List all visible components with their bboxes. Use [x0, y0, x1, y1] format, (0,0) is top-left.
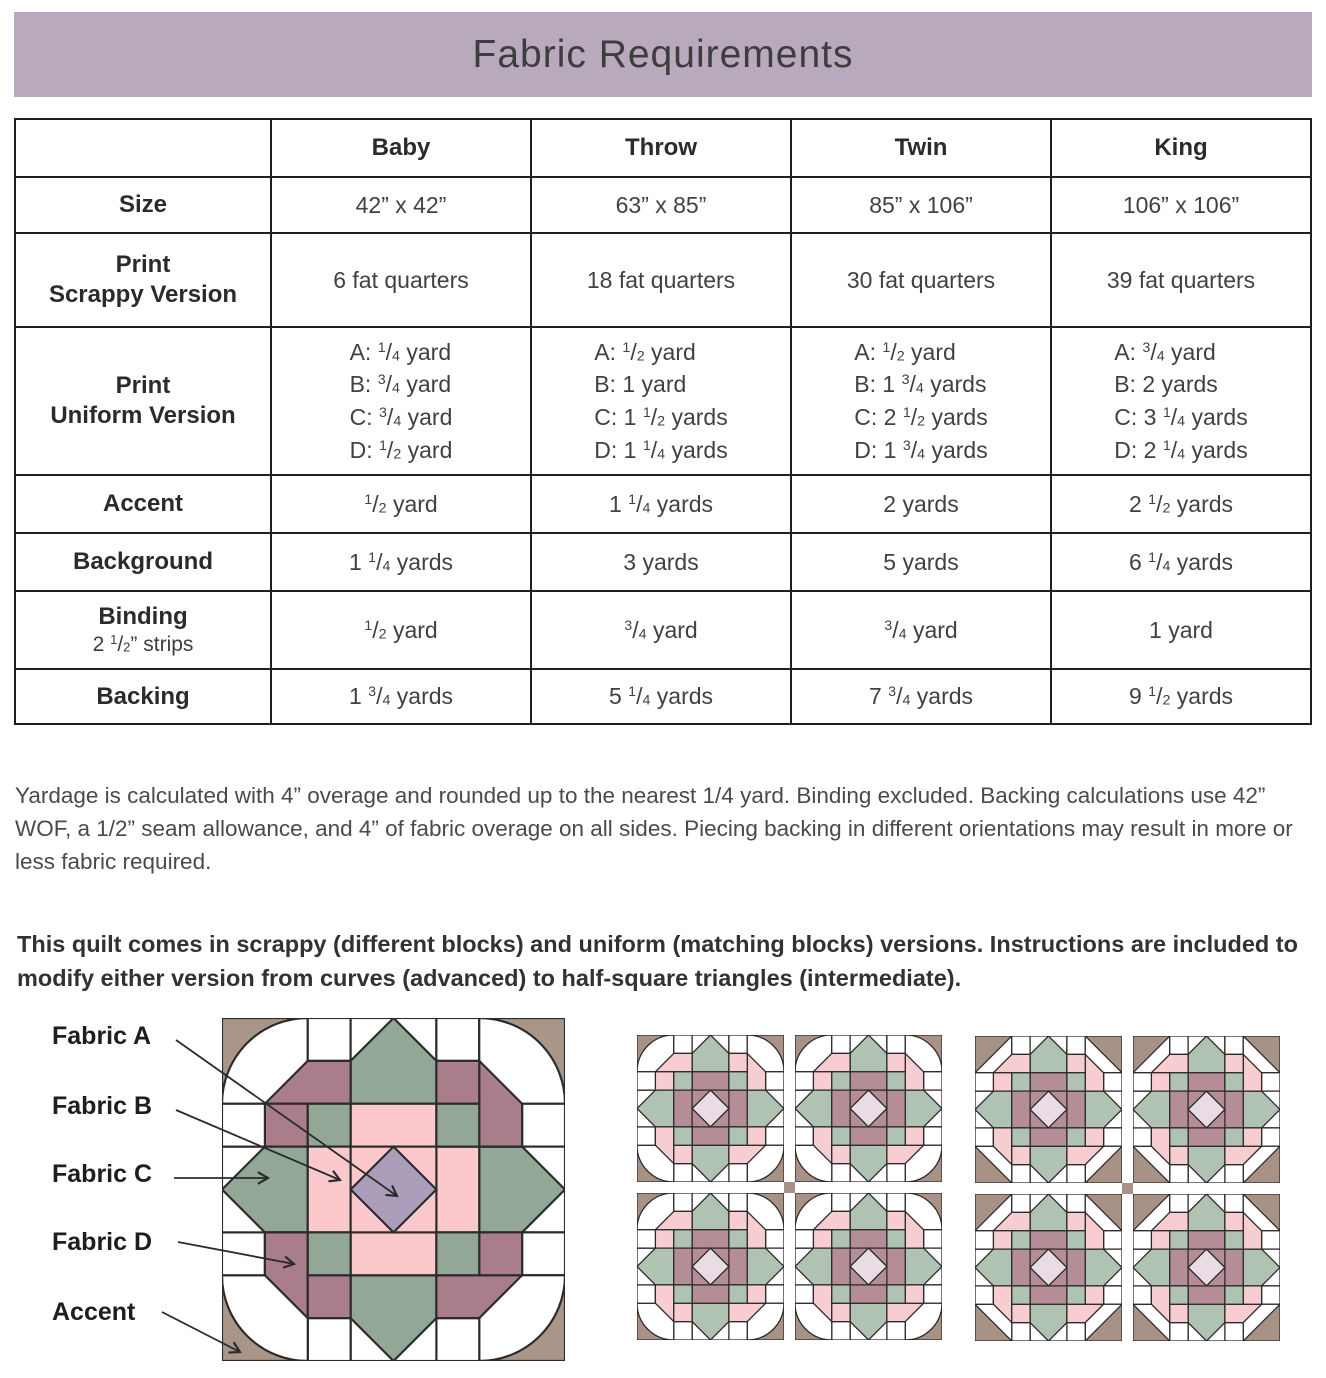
- table-row: [15, 533, 1311, 591]
- table-row: [15, 327, 1311, 475]
- value-cell: A: $^1/_2$ yard B: 1 $^3/_4$ yards C: 2 $^1/_2$ yards D: 1 $^3/_4$ yards: [791, 327, 1051, 475]
- quilt-block: [975, 1036, 1122, 1183]
- table-row: [15, 591, 1311, 669]
- value-cell: 39 fat quarters: [1051, 233, 1311, 327]
- value-cell: $^1/_2$ yard: [271, 591, 531, 669]
- fabric-requirements-table: [14, 118, 1312, 725]
- value-cell: A: $^1/_4$ yard B: $^3/_4$ yard C: $^3/_4$ yard D: $^1/_2$ yard: [271, 327, 531, 475]
- row-label-cell: Size: [15, 177, 271, 233]
- quilt-block: [1133, 1036, 1280, 1183]
- value-cell: 1 $^3/_4$ yards: [271, 669, 531, 724]
- value-cell: 9 $^1/_2$ yards: [1051, 669, 1311, 724]
- table-row: [15, 475, 1311, 533]
- labeled-quilt-block: [222, 1018, 565, 1361]
- quilt-block: [637, 1193, 784, 1340]
- yardage-footnote: Yardage is calculated with 4” overage and rounded up to the nearest 1/4 yard. Binding excluded. Backing calculations use 42” WOF, a 1/2” seam allowance, and 4” of fabric overage on all sides. Piecing backing in different orientations may result in more or less fabric required.: [15, 782, 1293, 875]
- row-label-cell: Backing: [15, 669, 271, 724]
- value-cell: 7 $^3/_4$ yards: [791, 669, 1051, 724]
- label-fabric-b: Fabric B: [52, 1092, 153, 1120]
- four-block-layout-hst: [975, 1036, 1280, 1341]
- column-header: Twin: [791, 119, 1051, 177]
- value-cell: 85” x 106”: [791, 177, 1051, 233]
- value-cell: $^3/_4$ yard: [791, 591, 1051, 669]
- quilt-block-mini: [1133, 1036, 1280, 1183]
- title-bar: [14, 12, 1312, 97]
- quilt-block: [222, 1018, 565, 1361]
- block-diagram: [0, 1000, 1326, 1378]
- row-label-cell: Accent: [15, 475, 271, 533]
- label-fabric-c: Fabric C: [52, 1160, 153, 1188]
- quilt-block: [795, 1193, 942, 1340]
- column-header: Throw: [531, 119, 791, 177]
- value-cell: 5 yards: [791, 533, 1051, 591]
- value-cell: 1 yard: [1051, 591, 1311, 669]
- value-cell: 63” x 85”: [531, 177, 791, 233]
- label-fabric-a: Fabric A: [52, 1022, 152, 1050]
- label-fabric-d: Fabric D: [52, 1228, 153, 1256]
- value-cell: 1 $^1/_4$ yards: [271, 533, 531, 591]
- value-cell: 3 yards: [531, 533, 791, 591]
- row-label-cell: Print Scrappy Version: [15, 233, 271, 327]
- value-cell: $^1/_2$ yard: [271, 475, 531, 533]
- column-header: King: [1051, 119, 1311, 177]
- column-header: [15, 119, 271, 177]
- label-accent: Accent: [52, 1298, 136, 1326]
- column-header: Baby: [271, 119, 531, 177]
- quilt-block-mini: [1133, 1194, 1280, 1341]
- version-note: This quilt comes in scrappy (different blocks) and uniform (matching blocks) versions. Instructions are included to modify either version from curves (advanced) to half-square triangles (intermediate).: [17, 930, 1298, 992]
- quilt-block-mini: [637, 1035, 784, 1182]
- sashing-cornerstone: [1122, 1183, 1133, 1194]
- value-cell: 30 fat quarters: [791, 233, 1051, 327]
- value-cell: 6 fat quarters: [271, 233, 531, 327]
- value-cell: 1 $^1/_4$ yards: [531, 475, 791, 533]
- table-row: [15, 177, 1311, 233]
- value-cell: 2 $^1/_2$ yards: [1051, 475, 1311, 533]
- value-cell: 5 $^1/_4$ yards: [531, 669, 791, 724]
- quilt-block-mini: [975, 1194, 1122, 1341]
- quilt-block: [637, 1035, 784, 1182]
- quilt-block-mini: [795, 1035, 942, 1182]
- value-cell: A: $^3/_4$ yard B: 2 yards C: 3 $^1/_4$ yards D: 2 $^1/_4$ yards: [1051, 327, 1311, 475]
- row-label-cell: Background: [15, 533, 271, 591]
- quilt-block-mini: [637, 1193, 784, 1340]
- value-cell: 6 $^1/_4$ yards: [1051, 533, 1311, 591]
- row-label-cell: Print Uniform Version: [15, 327, 271, 475]
- table-body: [15, 177, 1311, 724]
- value-cell: A: $^1/_2$ yard B: 1 yard C: 1 $^1/_2$ yards D: 1 $^1/_4$ yards: [531, 327, 791, 475]
- quilt-block: [975, 1194, 1122, 1341]
- value-cell: $^3/_4$ yard: [531, 591, 791, 669]
- row-label-cell: Binding 2 $^1/_2$” strips: [15, 591, 271, 669]
- four-block-layout-curves: [637, 1035, 942, 1340]
- page-title: Fabric Requirements: [472, 32, 854, 76]
- quilt-block: [1133, 1194, 1280, 1341]
- table-row: [15, 233, 1311, 327]
- quilt-block: [795, 1035, 942, 1182]
- value-cell: 106” x 106”: [1051, 177, 1311, 233]
- header-row: [15, 119, 1311, 177]
- table-header: [15, 119, 1311, 177]
- table-row: [15, 669, 1311, 724]
- value-cell: 18 fat quarters: [531, 233, 791, 327]
- quilt-block-mini: [975, 1036, 1122, 1183]
- quilt-block-mini: [795, 1193, 942, 1340]
- value-cell: 42” x 42”: [271, 177, 531, 233]
- sashing-cornerstone: [784, 1182, 795, 1193]
- value-cell: 2 yards: [791, 475, 1051, 533]
